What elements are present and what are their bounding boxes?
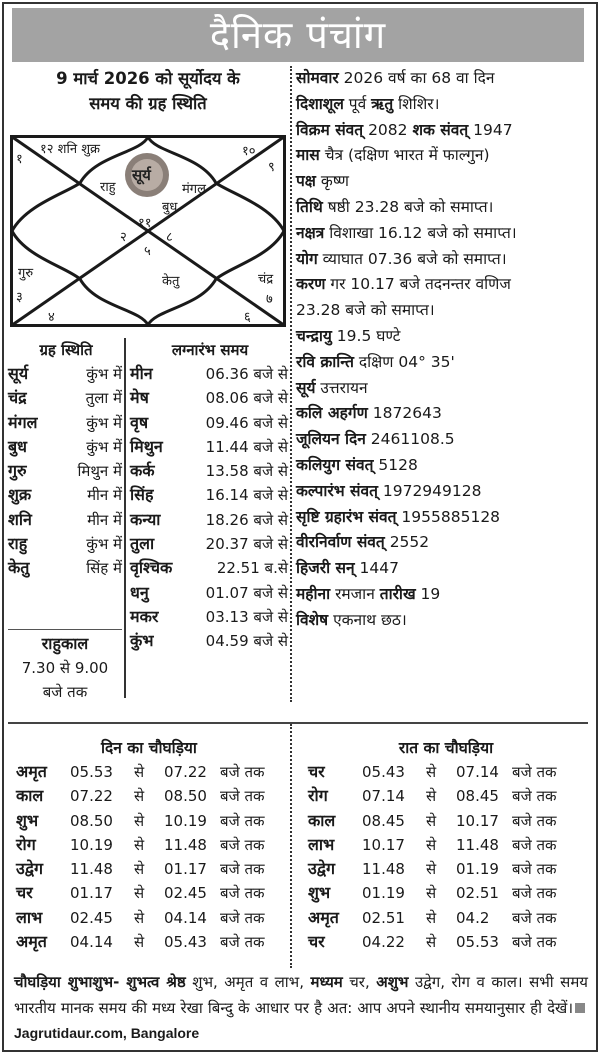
kundali-label: राहु xyxy=(100,180,116,195)
detail-line-yog: योग व्याघात 07.36 बजे को समाप्त। xyxy=(296,249,507,268)
table-row: तुला 20.37 बजे से xyxy=(130,534,288,554)
din-choghadiya-heading: दिन का चौघड़िया xyxy=(101,739,197,757)
table-row: वृश्चिक 22.51 ब.से xyxy=(130,558,288,578)
graha-heading-line1: 9 मार्च 2026 को सूर्योदय के xyxy=(56,69,240,88)
rahukaal-time: 7.30 से 9.00 xyxy=(21,659,109,677)
detail-line-mahina: महीना रमजान तारीख 19 xyxy=(296,584,441,603)
kundali-label: केतु xyxy=(162,274,180,289)
table-row: रोग 07.14 से 08.45 बजे तक xyxy=(308,786,557,806)
kundali-label: ४ xyxy=(48,310,55,325)
detail-line-chandrayu: चन्द्रायु 19.5 घण्टे xyxy=(296,326,401,345)
table-row: चर 05.43 से 07.14 बजे तक xyxy=(308,762,557,781)
page-title: दैनिक पंचांग xyxy=(12,8,584,62)
table-row: वृष 09.46 बजे से xyxy=(130,412,288,432)
kundali-label: ६ xyxy=(244,310,251,325)
detail-line-kali-ahargan: कलि अहर्गण 1872643 xyxy=(296,404,442,423)
table-row: अमृत 05.53 से 07.22 बजे तक xyxy=(16,762,265,781)
detail-line-kalparambh: कल्पारंभ संवत् 1972949128 xyxy=(296,481,482,500)
detail-line-surya: सूर्य उत्तरायन xyxy=(296,378,368,397)
source-credit: Jagrutidaur.com, Bangalore xyxy=(14,1025,200,1042)
detail-line-vishesh: विशेष एकनाथ छठ। xyxy=(296,610,407,629)
kundali-label: चंद्र xyxy=(258,272,274,287)
sun-label: सूर्य xyxy=(132,166,151,184)
table-row: शुक्र मीन में xyxy=(8,485,122,505)
table-row: धनु 01.07 बजे से xyxy=(130,582,288,602)
table-row: काल 08.45 से 10.17 बजे तक xyxy=(308,810,557,830)
subcolumn-divider xyxy=(124,338,126,698)
table-row: राहु कुंभ में xyxy=(8,534,122,554)
kundali-label: १ xyxy=(16,152,23,167)
choghadiya-note: चौघड़िया शुभाशुभ- शुभत्व श्रेष्ठ शुभ, अमृत व लाभ, मध्यम चर, अशुभ उद्वेग, रोग व काल। सभी समय भारतीय मानक समय की मध्य रेखा बिन्दु के आधार पर है अत: आप अपने स्थानीय समयानुसार ही देखें।Jagrutidaur.com, Bangalore xyxy=(14,973,588,1042)
bullet-square-icon xyxy=(575,1003,585,1013)
detail-line-tithi: तिथि षष्ठी 23.28 बजे को समाप्त। xyxy=(296,197,494,216)
table-row: मिथुन 11.44 बजे से xyxy=(130,436,288,456)
graha-heading-line2: समय की ग्रह स्थिति xyxy=(89,94,207,113)
kundali-label: १० xyxy=(242,144,256,159)
kundali-label: १२ शनि शुक्र xyxy=(40,142,101,157)
kundali-chart xyxy=(10,135,286,327)
table-row: बुध कुंभ में xyxy=(8,436,122,456)
kundali-label: मंगल xyxy=(182,182,206,197)
kundali-label: ११ xyxy=(138,216,152,231)
kundali-label: बुध xyxy=(162,200,178,215)
table-row: काल 07.22 से 08.50 बजे तक xyxy=(16,786,265,806)
kundali-label: गुरु xyxy=(18,266,34,281)
detail-line-samvat: विक्रम संवत् 2082 शक संवत् 1947 xyxy=(296,120,513,139)
table-row: चर 01.17 से 02.45 बजे तक xyxy=(16,883,265,903)
detail-line-julian-day: जूलियन दिन 2461108.5 xyxy=(296,430,455,449)
din-choghadiya-table xyxy=(16,760,286,954)
kundali-label: ८ xyxy=(166,230,173,245)
table-row: सूर्य कुंभ में xyxy=(8,364,122,383)
graha-sthiti-table xyxy=(8,362,122,581)
kundali-label: २ xyxy=(120,230,127,245)
panchang-details xyxy=(296,66,596,634)
detail-line-dishashool: दिशाशूल पूर्व ऋतु शिशिर। xyxy=(296,94,440,113)
rahukaal-divider xyxy=(8,629,122,630)
section-divider xyxy=(8,722,588,724)
lagnarambh-table xyxy=(130,362,288,654)
table-row: शुभ 08.50 से 10.19 बजे तक xyxy=(16,810,265,830)
kundali-label: ३ xyxy=(16,290,23,305)
raat-choghadiya-table xyxy=(308,760,592,954)
kundali-label: ७ xyxy=(266,292,273,307)
choghadiya-divider xyxy=(290,724,292,968)
graha-heading xyxy=(10,66,286,116)
raat-choghadiya-heading: रात का चौघड़िया xyxy=(398,739,494,757)
detail-line-srishti: सृष्टि ग्रहारंभ संवत् 1955885128 xyxy=(296,507,501,526)
table-row: शुभ 01.19 से 02.51 बजे तक xyxy=(308,883,557,903)
table-row: कुंभ 04.59 बजे से xyxy=(130,631,288,651)
detail-line-paksha: पक्ष कृष्ण xyxy=(296,172,349,191)
detail-line-maas: मास चैत्र (दक्षिण भारत में फाल्गुन) xyxy=(296,146,490,165)
kundali-diagram xyxy=(10,135,286,327)
table-row: अमृत 02.51 से 04.2 बजे तक xyxy=(308,907,557,927)
table-row: चंद्र तुला में xyxy=(8,388,122,408)
table-row: अमृत 04.14 से 05.43 बजे तक xyxy=(16,932,265,952)
table-row: मंगल कुंभ में xyxy=(8,412,122,432)
kundali-label: ५ xyxy=(144,244,151,259)
table-row: कर्क 13.58 बजे से xyxy=(130,461,288,481)
table-row: गुरु मिथुन में xyxy=(8,461,122,481)
lagnarambh-heading: लग्नारंभ समय xyxy=(171,341,249,359)
detail-line-karan-cont: 23.28 बजे को समाप्त। xyxy=(296,301,435,320)
rahukaal-box xyxy=(8,632,122,704)
table-row: रोग 10.19 से 11.48 बजे तक xyxy=(16,834,265,854)
table-row: चर 04.22 से 05.53 बजे तक xyxy=(308,932,557,952)
graha-sthiti-heading: ग्रह स्थिति xyxy=(39,341,93,359)
detail-line-ravi-kranti: रवि क्रान्ति दक्षिण 04° 35' xyxy=(296,352,455,371)
detail-line-kaliyug: कलियुग संवत् 5128 xyxy=(296,455,418,474)
detail-line-nakshatra: नक्षत्र विशाखा 16.12 बजे को समाप्त। xyxy=(296,223,517,242)
detail-line-veernirvan: वीरनिर्वाण संवत् 2552 xyxy=(296,533,430,552)
table-row: लाभ 10.17 से 11.48 बजे तक xyxy=(308,834,557,854)
detail-line-hijri: हिजरी सन् 1447 xyxy=(296,559,399,578)
detail-line-karan: करण गर 10.17 बजे तदनन्तर वणिज xyxy=(296,275,511,294)
table-row: मकर 03.13 बजे से xyxy=(130,606,288,626)
rahukaal-title: राहुकाल xyxy=(41,634,89,653)
column-divider xyxy=(290,66,292,702)
kundali-label: ९ xyxy=(268,160,275,175)
table-row: उद्वेग 11.48 से 01.17 बजे तक xyxy=(16,859,265,879)
detail-line-vaar: सोमवार 2026 वर्ष का 68 वा दिन xyxy=(296,69,495,87)
table-row: कन्या 18.26 बजे से xyxy=(130,509,288,529)
table-row: मीन 06.36 बजे से xyxy=(130,364,288,383)
table-row: केतु सिंह में xyxy=(8,558,122,578)
table-row: शनि मीन में xyxy=(8,509,122,529)
table-row: सिंह 16.14 बजे से xyxy=(130,485,288,505)
table-row: लाभ 02.45 से 04.14 बजे तक xyxy=(16,907,265,927)
table-row: मेष 08.06 बजे से xyxy=(130,388,288,408)
table-row: उद्वेग 11.48 से 01.19 बजे तक xyxy=(308,859,557,879)
rahukaal-suffix: बजे तक xyxy=(42,683,88,701)
